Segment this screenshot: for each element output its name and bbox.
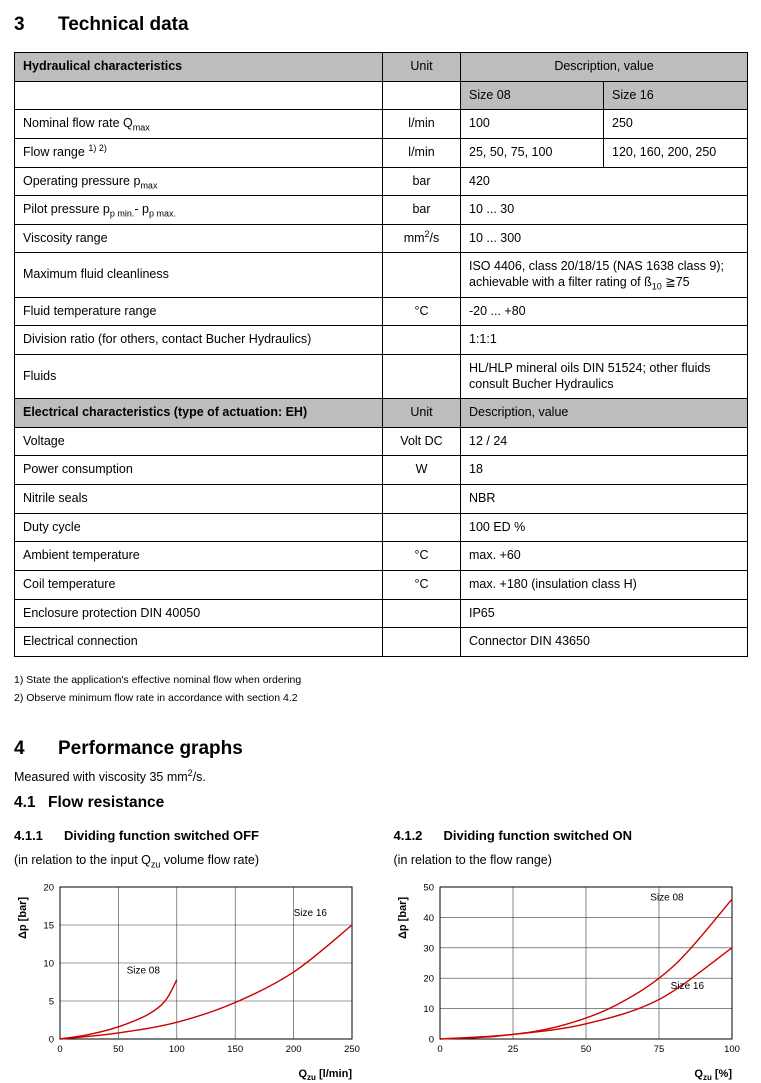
unit-cell [383,354,461,398]
section-4-1-1-number: 4.1.1 [14,827,43,843]
table-row [15,138,748,167]
x-tick-label: 50 [580,1043,591,1055]
value-cell: 12 / 24 [461,427,748,456]
section-4-1-number: 4.1 [14,793,36,811]
section-4-1-2-title: Dividing function switched ON [443,827,632,843]
x-tick-label: 0 [57,1043,63,1055]
unit-cell: $mm^2/s$ [383,224,461,253]
hydraulic-rows [15,110,748,399]
x-axis-label: $Q_{zu}$ [%] [693,1067,732,1082]
table-row [15,253,748,297]
series-label: Size 08 [126,965,160,977]
unit-cell: bar [383,167,461,196]
characteristic-cell: Electrical connection [15,628,383,657]
electrical-unit-column-header: Unit [383,399,461,428]
characteristic-cell: Fluid temperature range [15,297,383,326]
flow-resistance-off-chart [14,877,366,1083]
y-tick-label: 10 [422,1003,434,1015]
characteristic-cell: Division ratio (for others, contact Bucher Hydraulics) [15,326,383,355]
y-tick-label: 20 [422,973,434,985]
unit-cell: °C [383,570,461,599]
unit-cell: l/min [383,110,461,139]
y-tick-label: 30 [422,942,434,954]
value-cell: 18 [461,456,748,485]
table-row [15,513,748,542]
flow-resistance-on-chart [394,877,746,1083]
unit-cell: °C [383,542,461,571]
x-tick-label: 50 [113,1043,124,1055]
y-tick-label: 20 [43,882,54,893]
value-cell: ISO 4406, class 20/18/15 (NAS 1638 class 9); achievable with a filter rating of $ß_{10}$ ≧75 [461,253,748,297]
y-tick-label: 0 [48,1034,54,1045]
value-cell: NBR [461,485,748,514]
footnotes [14,671,747,708]
section-3-title: Technical data [58,14,189,35]
section-3-heading [14,14,747,36]
x-tick-label: 250 [344,1043,360,1055]
footnote-1: 1) State the application's effective nominal flow when ordering [14,673,302,686]
y-tick-label: 0 [428,1034,434,1045]
unit-cell [383,628,461,657]
unit-cell [383,253,461,297]
series-curve-size-16 [60,925,352,1039]
y-axis-label: Δp [bar] [396,896,409,939]
characteristic-cell: Fluids [15,354,383,398]
y-tick-label: 50 [422,882,434,893]
value-cell: 100 ED % [461,513,748,542]
size16-value-cell: 250 [604,110,748,139]
unit-cell [383,485,461,514]
value-cell: 1:1:1 [461,326,748,355]
measured-note: Measured with viscosity 35 $mm^2/s$. [14,767,206,784]
x-tick-label: 25 [507,1043,518,1055]
y-tick-label: 40 [422,912,434,924]
section-4-1-2-heading [394,828,748,843]
unit-cell: Volt DC [383,427,461,456]
characteristic-cell: Maximum fluid cleanliness [15,253,383,297]
y-axis-label: Δp [bar] [17,896,29,939]
series-label: Size 08 [649,892,684,904]
size08-value-cell: 100 [461,110,604,139]
table-row [15,224,748,253]
characteristic-cell: Pilot pressure $p_{p min.}-$ $p_{p max.}$ [15,196,383,225]
table-row [15,326,748,355]
electrical-header-section [15,399,748,428]
section-4-1-2-number: 4.1.2 [393,827,423,843]
graph-column-on [394,824,748,1083]
characteristic-cell: Voltage [15,427,383,456]
table-row [15,628,748,657]
section-4-1-1-title: Dividing function switched OFF [64,827,259,843]
unit-cell [383,326,461,355]
table-row [15,427,748,456]
x-tick-label: 150 [227,1043,244,1055]
section-4-1-title: Flow resistance [48,793,165,811]
description-value-header: Description, value [461,53,748,82]
grid-lines [440,887,732,1039]
size16-column-header: Size 16 [604,81,748,110]
table-row [15,570,748,599]
hydraulic-characteristics-header: Hydraulical characteristics [15,53,383,82]
table-row [15,599,748,628]
blank-cell [15,81,383,110]
value-cell: max. +180 (insulation class H) [461,570,748,599]
section-4-heading [14,738,747,760]
series-label: Size 16 [293,907,327,919]
graph-caption-on: (in relation to the flow range) [393,852,552,867]
characteristic-cell: Viscosity range [15,224,383,253]
unit-column-header: Unit [383,53,461,82]
performance-graphs [14,824,747,1083]
characteristic-cell: Power consumption [15,456,383,485]
value-cell: -20 ... +80 [461,297,748,326]
table-row [15,354,748,398]
y-tick-label: 10 [43,958,54,969]
table-row [15,297,748,326]
table-row [15,456,748,485]
value-cell: 10 ... 300 [461,224,748,253]
size08-value-cell: 25, 50, 75, 100 [461,138,604,167]
x-tick-label: 200 [285,1043,302,1055]
electrical-description-value-header: Description, value [461,399,748,428]
table-row [15,167,748,196]
graph-caption-off: (in relation to the input $Q_{zu}$ volume flow rate) [14,852,260,869]
y-tick-label: 15 [43,920,54,931]
electrical-rows [15,427,748,656]
x-tick-label: 75 [653,1043,664,1055]
hydraulic-header-row [15,53,748,82]
unit-cell: l/min [383,138,461,167]
characteristic-cell: Duty cycle [15,513,383,542]
characteristic-cell: Enclosure protection DIN 40050 [15,599,383,628]
value-cell: IP65 [461,599,748,628]
unit-cell: W [383,456,461,485]
value-cell: max. +60 [461,542,748,571]
value-cell: 10 ... 30 [461,196,748,225]
x-tick-label: 100 [723,1043,740,1055]
value-cell: Connector DIN 43650 [461,628,748,657]
characteristic-cell: Flow range $^{1) 2)}$ [15,138,383,167]
size08-column-header: Size 08 [461,81,604,110]
characteristic-cell: Ambient temperature [15,542,383,571]
blank-cell [383,81,461,110]
value-cell: 420 [461,167,748,196]
table-row [15,196,748,225]
x-tick-label: 100 [168,1043,185,1055]
footnote-2: 2) Observe minimum flow rate in accordance with section 4.2 [14,692,298,705]
unit-cell: °C [383,297,461,326]
y-tick-label: 5 [48,996,54,1007]
characteristic-cell: Nominal flow rate $Q_{max}$ [15,110,383,139]
technical-data-table [14,52,748,657]
x-axis-label: $Q_{zu}$ [l/min] [298,1067,352,1082]
section-4-number: 4 [14,737,25,759]
x-tick-label: 0 [436,1043,443,1055]
section-3-number: 3 [14,14,25,35]
electrical-characteristics-header: Electrical characteristics (type of actuation: EH) [15,399,383,428]
unit-cell [383,513,461,542]
section-4-1-heading [14,794,747,812]
table-row [15,485,748,514]
section-4-1-1-heading [14,828,368,843]
value-cell: HL/HLP mineral oils DIN 51524; other fluids consult Bucher Hydraulics [461,354,748,398]
unit-cell [383,599,461,628]
unit-cell: bar [383,196,461,225]
series-label: Size 16 [670,980,704,992]
graph-column-off [14,824,368,1083]
table-row [15,110,748,139]
section-4-title: Performance graphs [58,737,243,759]
characteristic-cell: Nitrile seals [15,485,383,514]
electrical-header-row [15,399,748,428]
characteristic-cell: Coil temperature [15,570,383,599]
table-row [15,542,748,571]
size16-value-cell: 120, 160, 200, 250 [604,138,748,167]
size-header-row [15,81,748,110]
characteristic-cell: Operating pressure $p_{max}$ [15,167,383,196]
